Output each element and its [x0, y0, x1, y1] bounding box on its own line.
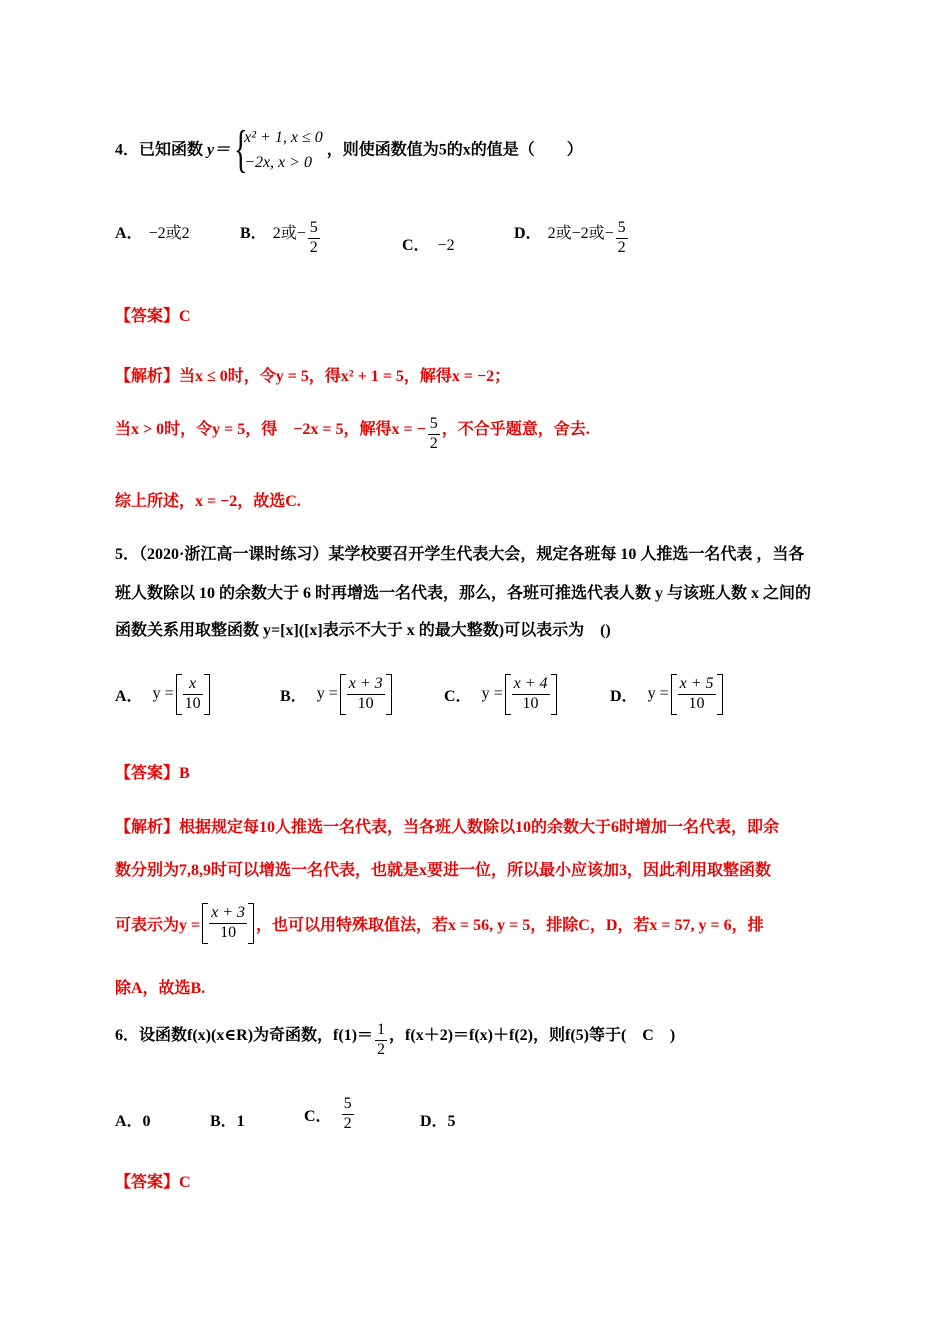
analysis-fraction — [428, 416, 440, 453]
fraction-denominator: 10 — [688, 694, 705, 712]
q4-option-d-label: D． — [514, 225, 542, 242]
q6-text: ，f(x＋2)＝f(x)＋f(2)，则f(5)等于( C ) — [389, 1027, 676, 1044]
q4-stem — [115, 121, 583, 178]
analysis-text: 当x > 0时，令y = 5，得 −2x = 5，解得x = − — [115, 421, 426, 438]
q5-option-d-wrap — [610, 674, 725, 715]
fraction-numerator: 5 — [342, 1096, 354, 1115]
q5-line3: 函数关系用取整函数 y=[x]([x]表示不大于 x 的最大整数)可以表示为 () — [115, 622, 611, 639]
q6-option-c-label: C． — [304, 1107, 332, 1125]
q4-yeq: y＝ — [207, 141, 231, 159]
q4-option-a-label: A． — [115, 225, 143, 242]
floor-bracket-icon — [505, 674, 557, 715]
left-brace-icon: { — [234, 121, 248, 178]
q5-analysis-line3 — [115, 903, 764, 944]
fraction-numerator: 5 — [616, 220, 628, 239]
q6-option-b: B．1 — [210, 1113, 245, 1130]
q4-answer: 【答案】C — [115, 308, 191, 325]
q5-option-c-pre: y = — [481, 685, 503, 703]
q5-line2: 班人数除以 10 的余数大于 6 时再增选一名代表，那么，各班可推选代表人数 y 与该班人数 x 之间的 — [115, 585, 812, 602]
q4-option-c: −2 — [437, 237, 455, 254]
q4-option-c-label: C． — [402, 237, 430, 254]
q5-option-a-pre: y = — [152, 685, 174, 703]
fraction-denominator: 10 — [522, 694, 539, 712]
floor-bracket-icon — [340, 674, 392, 715]
q4-tail: ，则使函数值为5的x的值是（ ） — [326, 141, 583, 159]
fraction-denominator: 2 — [343, 1114, 352, 1132]
fraction-numerator: 5 — [428, 416, 440, 435]
floor-bracket-icon — [176, 674, 210, 715]
q6-stem — [115, 1022, 675, 1059]
q4-lead: 已知函数 — [139, 141, 204, 159]
q4-option-d-fraction — [616, 220, 628, 257]
q5-analysis-line4: 除A，故选B. — [115, 980, 206, 997]
q5-option-a-label: A． — [115, 687, 143, 705]
q4-case2: −2x, x > 0 — [244, 153, 312, 171]
q4-piecewise — [234, 121, 323, 178]
q4-case1: x² + 1, x ≤ 0 — [244, 129, 323, 146]
fraction-denominator: 2 — [429, 435, 438, 452]
q5-line1: 5．（2020·浙江高一课时练习）某学校要召开学生代表大会，规定各班每 10 人推选一名代表 ，当各 — [115, 546, 805, 563]
floor-bracket-icon — [671, 674, 723, 715]
q6-answer: 【答案】C — [115, 1174, 191, 1191]
q5-option-b-pre: y = — [316, 685, 338, 703]
q4-option-d: 2或−2或− — [547, 225, 614, 242]
fraction-denominator: 10 — [220, 923, 237, 941]
q6-option-c-fraction — [342, 1096, 354, 1133]
fraction-numerator: 1 — [375, 1022, 387, 1041]
q5-analysis-line2: 数分别为7,8,9时可以增选一名代表，也就是x要进一位，所以最小应该加3，因此利用取整函数 — [115, 862, 772, 879]
q4-options — [115, 220, 190, 243]
q5-option-a-wrap — [115, 674, 212, 715]
q5-option-b-wrap — [280, 674, 394, 715]
fraction-denominator: 10 — [357, 694, 374, 712]
fraction-numerator: x + 3 — [209, 905, 247, 924]
q6-fraction — [375, 1022, 387, 1059]
q4-option-b: 2或− — [272, 225, 306, 242]
q5-option-c-wrap — [444, 674, 559, 715]
q6-option-a: A．0 — [115, 1113, 151, 1130]
fraction-denominator: 2 — [377, 1041, 386, 1058]
q4-option-b-wrap — [240, 220, 322, 257]
fraction-denominator: 10 — [184, 694, 201, 712]
q5-analysis-line1: 【解析】根据规定每10人推选一名代表，当各班人数除以10的余数大于6时增加一名代表，即余 — [115, 819, 780, 836]
q5-option-b-label: B． — [280, 687, 307, 705]
fraction-numerator: x — [183, 676, 203, 695]
q5-option-c-label: C． — [444, 687, 472, 705]
q4-analysis-line3: 综上所述，x = −2，故选C. — [115, 493, 301, 510]
analysis-text: 可表示为y = — [115, 916, 201, 934]
q4-analysis-line2 — [115, 416, 590, 453]
analysis-text: ，不合乎题意，舍去. — [441, 421, 590, 438]
q6-text: 6．设函数f(x)(x∈R)为奇函数，f(1)＝ — [115, 1027, 374, 1044]
fraction-numerator: x + 3 — [347, 676, 385, 695]
floor-bracket-icon — [202, 903, 254, 944]
q4-option-b-label: B． — [240, 225, 267, 242]
fraction-numerator: x + 5 — [678, 676, 716, 695]
fraction-numerator: 5 — [308, 220, 320, 239]
q4-option-b-fraction — [308, 220, 320, 257]
fraction-numerator: x + 4 — [512, 676, 550, 695]
q6-option-c-wrap — [304, 1096, 356, 1133]
analysis-text: ，也可以用特殊取值法，若x = 56, y = 5，排除C，D，若x = 57, y = 6，排 — [256, 916, 764, 934]
q5-option-d-label: D． — [610, 687, 638, 705]
fraction-denominator: 2 — [617, 239, 626, 256]
q6-option-d: D．5 — [420, 1113, 456, 1130]
q4-option-c-wrap — [402, 232, 455, 255]
q4-number: 4． — [115, 141, 140, 159]
fraction-denominator: 2 — [309, 239, 318, 256]
q5-option-d-pre: y = — [647, 685, 669, 703]
q4-analysis-line1: 【解析】当x ≤ 0时，令y = 5，得x² + 1 = 5，解得x = −2； — [115, 368, 511, 385]
q4-option-a: −2或2 — [148, 225, 190, 242]
q5-answer: 【答案】B — [115, 765, 190, 782]
q4-option-d-wrap — [514, 220, 630, 257]
